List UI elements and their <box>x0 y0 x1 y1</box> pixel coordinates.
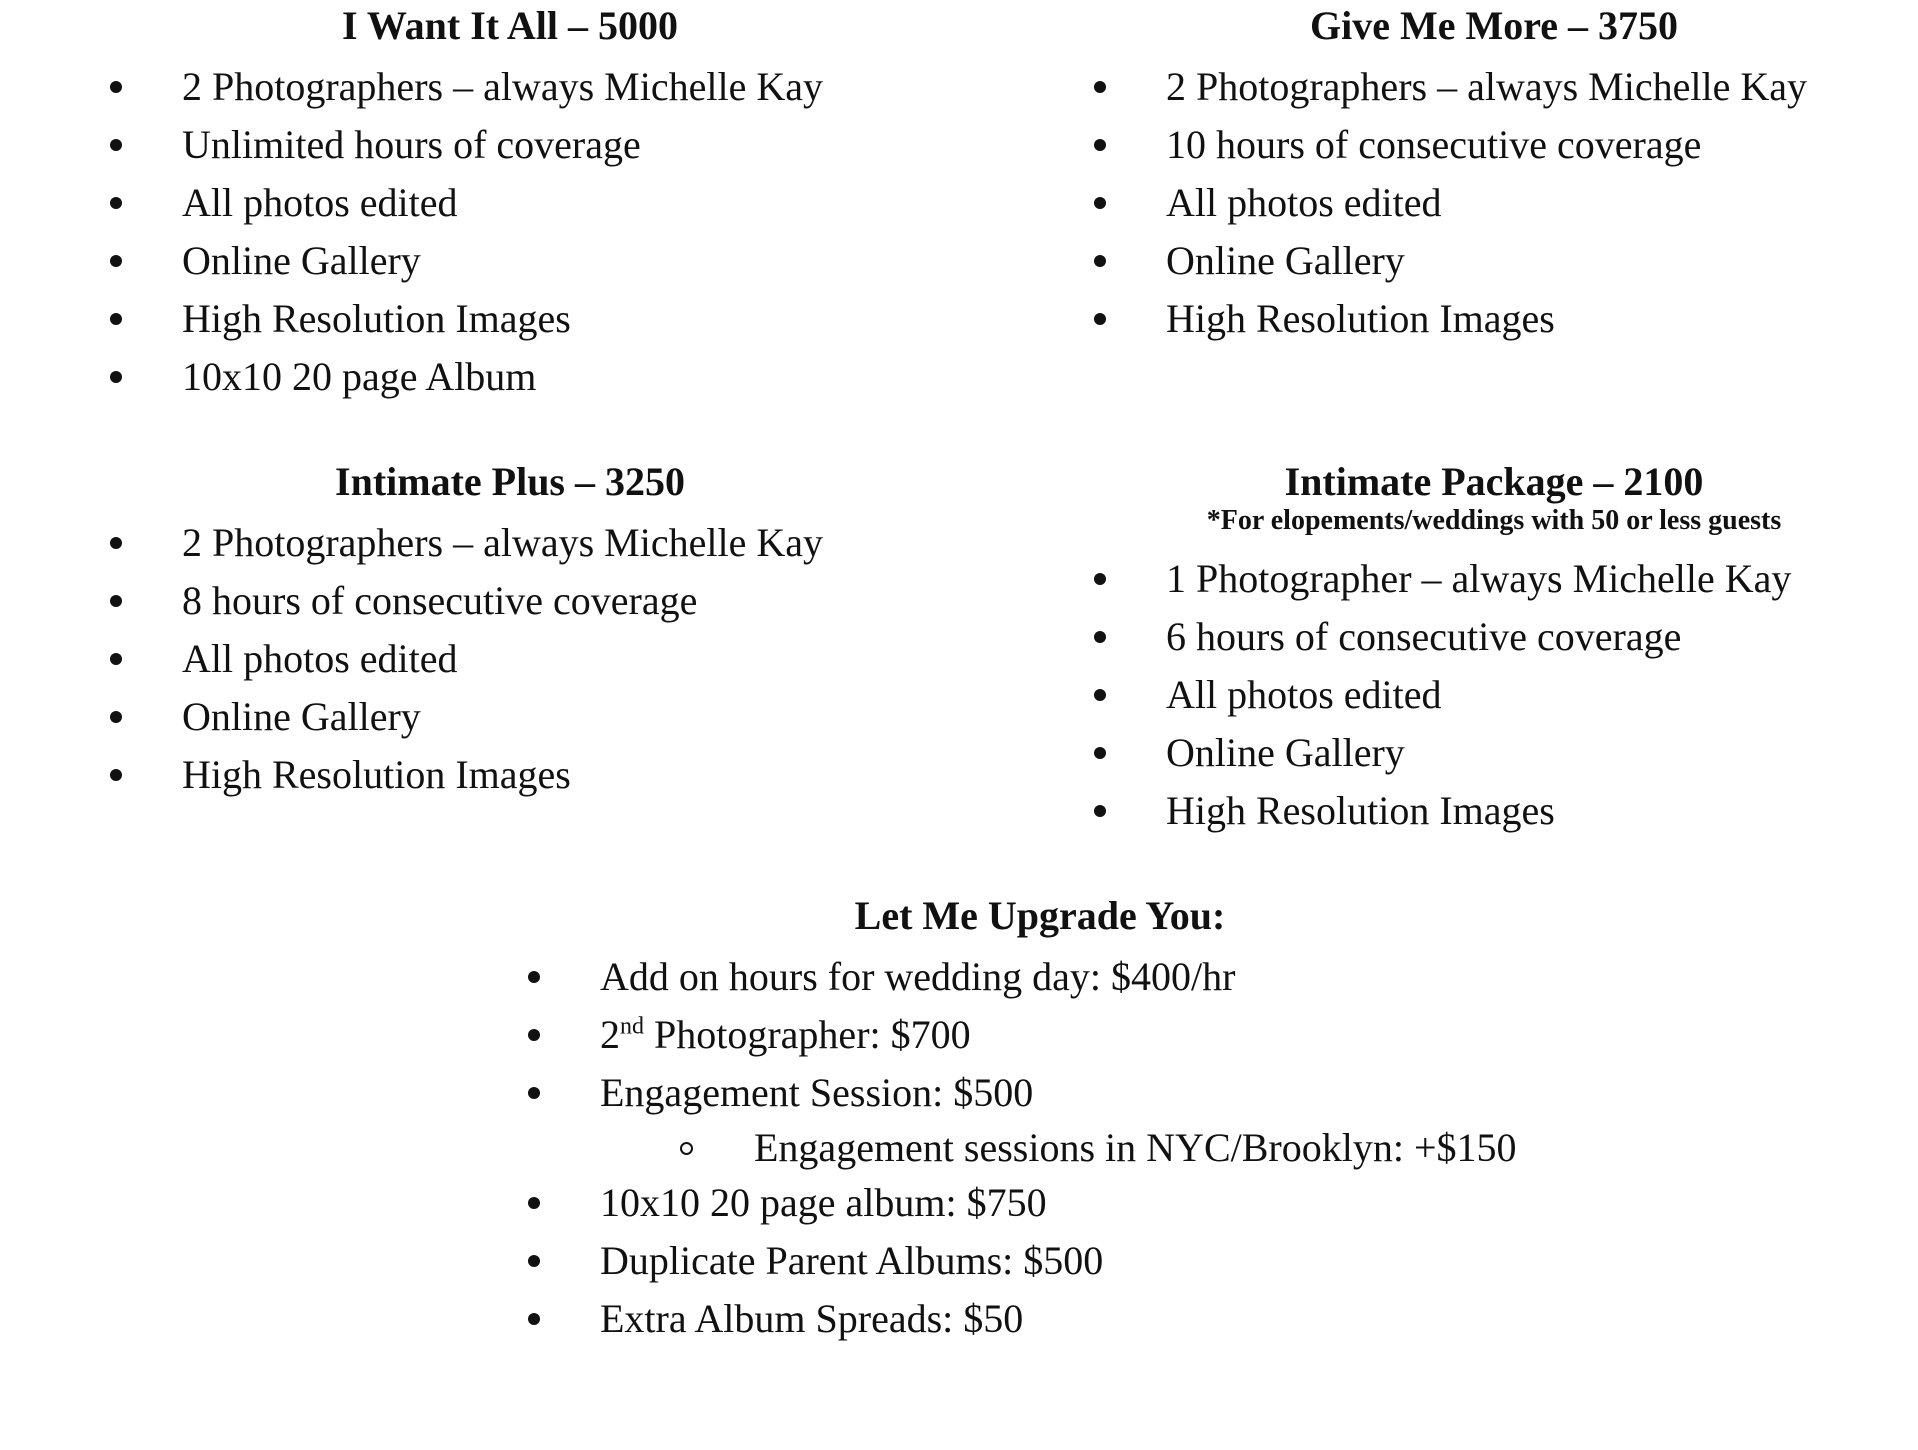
package-features <box>1094 550 1894 840</box>
upgrade-text: 10x10 20 page album: $750 <box>600 1180 1047 1225</box>
bullet-icon <box>1094 81 1106 93</box>
feature-text: Unlimited hours of coverage <box>182 122 641 167</box>
bullet-icon <box>1094 689 1106 701</box>
circle-bullet-icon <box>680 1142 693 1155</box>
feature-text: 2 Photographers – always Michelle Kay <box>182 64 823 109</box>
package-note: *For elopements/weddings with 50 or less guests <box>1206 505 1782 536</box>
feature-text: 8 hours of consecutive coverage <box>182 578 698 623</box>
feature-text: 6 hours of consecutive coverage <box>1166 614 1682 659</box>
list-item <box>1094 174 1894 232</box>
list-item <box>110 290 910 348</box>
sub-list-item <box>528 1122 1548 1174</box>
list-item <box>1094 550 1894 608</box>
feature-text: All photos edited <box>1166 180 1442 225</box>
list-item <box>528 1174 1548 1232</box>
feature-text: Online Gallery <box>1166 238 1405 283</box>
bullet-icon <box>1094 805 1106 817</box>
feature-text: 10x10 20 page Album <box>182 354 537 399</box>
list-item <box>528 1290 1548 1348</box>
upgrade-text: Engagement Session: $500 <box>600 1070 1034 1115</box>
bullet-icon <box>1094 139 1106 151</box>
bullet-icon <box>110 769 122 781</box>
bullet-icon <box>110 371 122 383</box>
bullet-icon <box>528 1197 540 1209</box>
bullet-icon <box>110 139 122 151</box>
bullet-icon <box>110 653 122 665</box>
bullet-icon <box>110 313 122 325</box>
feature-text: Online Gallery <box>1166 730 1405 775</box>
feature-text: 2 Photographers – always Michelle Kay <box>1166 64 1807 109</box>
list-item <box>110 116 910 174</box>
bullet-icon <box>528 1313 540 1325</box>
bullet-icon <box>110 537 122 549</box>
list-item <box>528 948 1548 1006</box>
list-item <box>110 58 910 116</box>
list-item <box>1094 232 1894 290</box>
bullet-icon <box>110 81 122 93</box>
upgrade-text: Photographer: $700 <box>644 1012 971 1057</box>
list-item <box>528 1064 1548 1122</box>
bullet-icon <box>110 595 122 607</box>
list-item <box>1094 290 1894 348</box>
feature-text: All photos edited <box>182 180 458 225</box>
bullet-icon <box>528 1087 540 1099</box>
feature-text: High Resolution Images <box>182 752 571 797</box>
bullet-icon <box>110 255 122 267</box>
list-item <box>1094 666 1894 724</box>
package-title: Intimate Package – 2100 <box>1284 459 1704 504</box>
bullet-icon <box>528 971 540 983</box>
bullet-icon <box>1094 255 1106 267</box>
list-item <box>110 746 910 804</box>
list-item <box>1094 58 1894 116</box>
list-item <box>528 1006 1548 1064</box>
feature-text: All photos edited <box>1166 672 1442 717</box>
feature-text: 1 Photographer – always Michelle Kay <box>1166 556 1792 601</box>
feature-text: 10 hours of consecutive coverage <box>1166 122 1702 167</box>
upgrade-text: Extra Album Spreads: $50 <box>600 1296 1024 1341</box>
feature-text: High Resolution Images <box>1166 788 1555 833</box>
bullet-icon <box>1094 747 1106 759</box>
feature-text: High Resolution Images <box>1166 296 1555 341</box>
package-title: I Want It All – 5000 <box>342 3 678 48</box>
upgrade-text: Duplicate Parent Albums: $500 <box>600 1238 1104 1283</box>
bullet-icon <box>528 1255 540 1267</box>
package-features <box>110 514 910 804</box>
bullet-icon <box>1094 313 1106 325</box>
list-item <box>110 630 910 688</box>
upgrade-text: Engagement sessions in NYC/Brooklyn: +$150 <box>754 1125 1517 1170</box>
list-item <box>110 688 910 746</box>
feature-text: Online Gallery <box>182 238 421 283</box>
ordinal-suffix: nd <box>620 1013 644 1040</box>
upgrade-ordinal: 2 <box>600 1012 620 1057</box>
list-item <box>110 572 910 630</box>
list-item <box>1094 116 1894 174</box>
package-features <box>1094 58 1894 348</box>
list-item <box>110 232 910 290</box>
bullet-icon <box>110 711 122 723</box>
upgrades-title: Let Me Upgrade You: <box>854 893 1226 938</box>
list-item <box>110 348 910 406</box>
feature-text: 2 Photographers – always Michelle Kay <box>182 520 823 565</box>
feature-text: All photos edited <box>182 636 458 681</box>
feature-text: High Resolution Images <box>182 296 571 341</box>
list-item <box>1094 724 1894 782</box>
feature-text: Online Gallery <box>182 694 421 739</box>
upgrades-list <box>528 948 1548 1348</box>
package-features <box>110 58 910 406</box>
list-item <box>1094 782 1894 840</box>
bullet-icon <box>110 197 122 209</box>
bullet-icon <box>1094 631 1106 643</box>
list-item <box>110 514 910 572</box>
list-item <box>1094 608 1894 666</box>
bullet-icon <box>1094 573 1106 585</box>
bullet-icon <box>1094 197 1106 209</box>
list-item <box>110 174 910 232</box>
package-title: Give Me More – 3750 <box>1309 3 1679 48</box>
list-item <box>528 1232 1548 1290</box>
package-title: Intimate Plus – 3250 <box>335 459 685 504</box>
bullet-icon <box>528 1029 540 1041</box>
upgrade-text: Add on hours for wedding day: $400/hr <box>600 954 1236 999</box>
